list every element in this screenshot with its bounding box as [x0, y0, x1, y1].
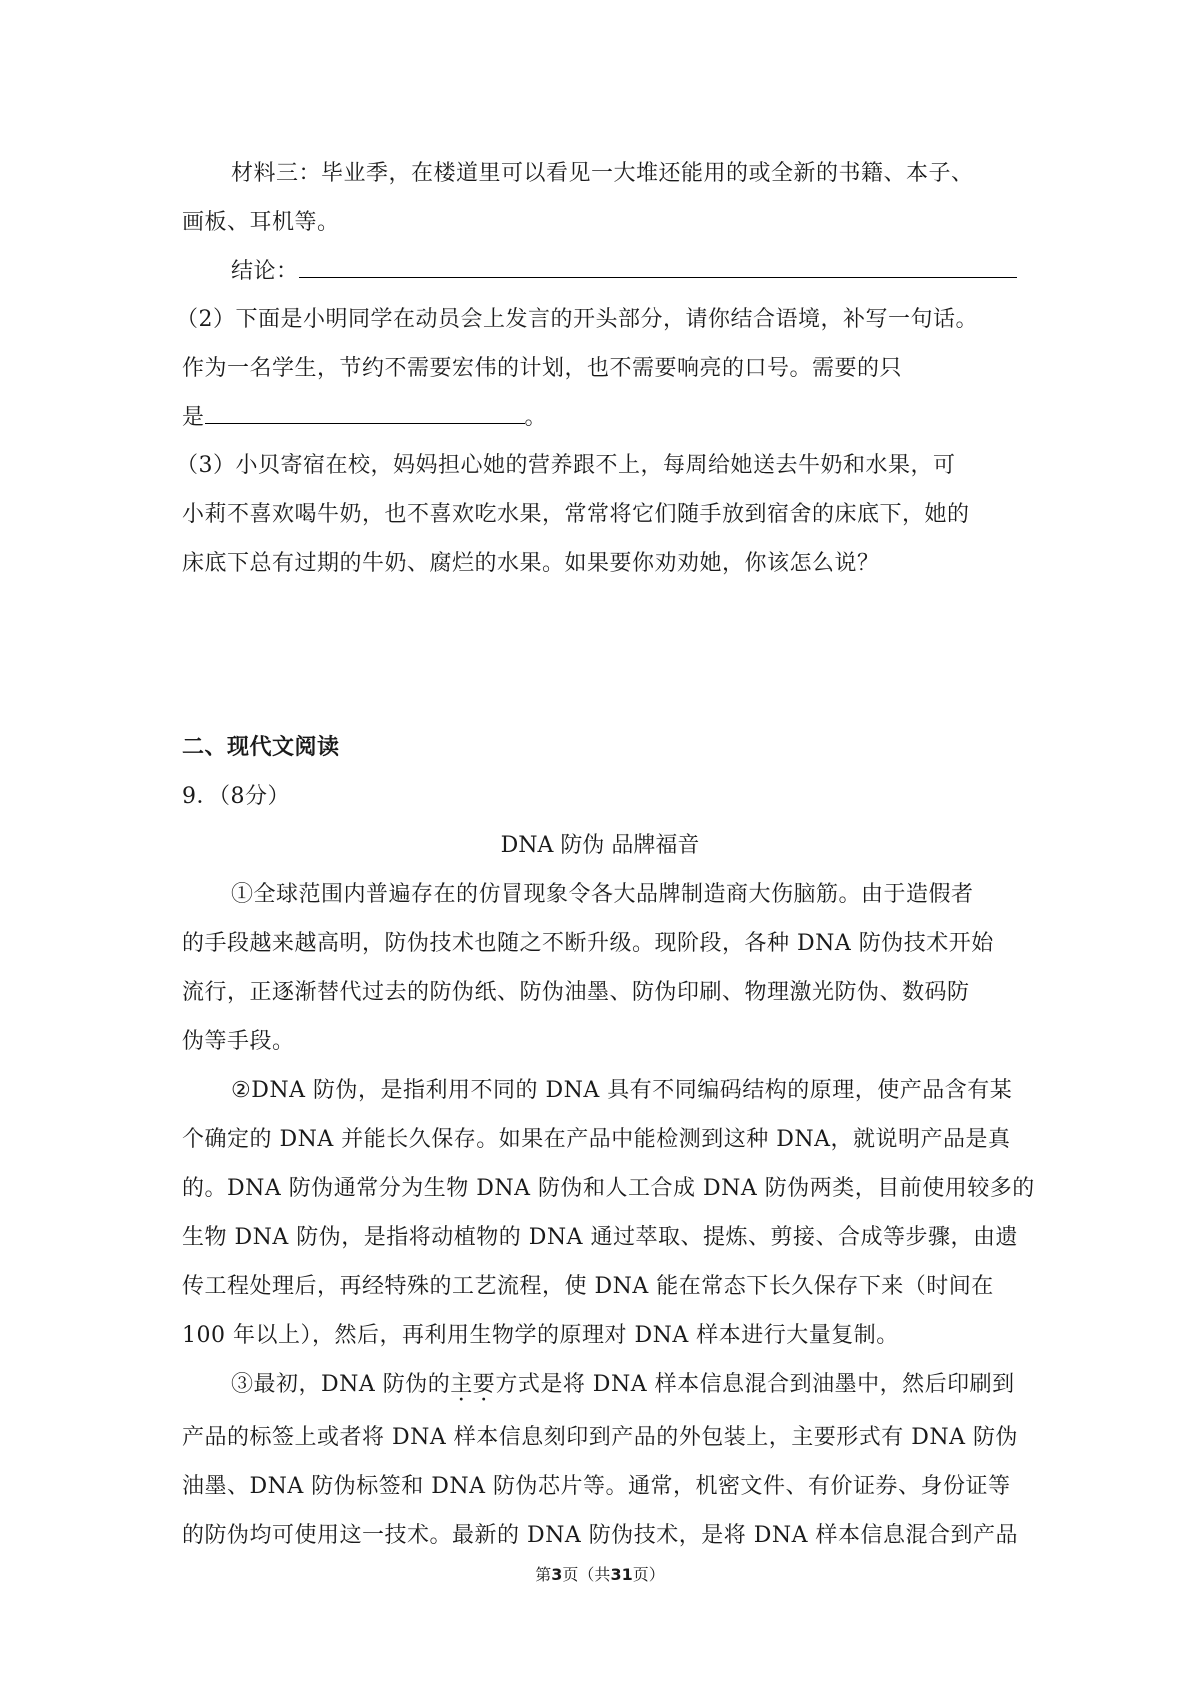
footer-page-number: 3	[551, 1565, 563, 1584]
paragraph3-line1	[231, 1367, 1015, 1398]
section-heading: 二、现代文阅读	[182, 735, 340, 760]
q3-line3: 床底下总有过期的牛奶、腐烂的水果。如果要你劝劝她，你该怎么说？	[182, 551, 880, 576]
q3-line1: （3）小贝寄宿在校，妈妈担心她的营养跟不上，每周给她送去牛奶和水果，可	[176, 453, 956, 478]
paragraph3-line3: 油墨、DNA 防伪标签和 DNA 防伪芯片等。通常，机密文件、有价证券、身份证等	[182, 1474, 1011, 1499]
paragraph1-line3: 流行，正逐渐替代过去的防伪纸、防伪油墨、防伪印刷、物理激光防伪、数码防	[182, 980, 970, 1005]
footer-total-pages: 31	[610, 1565, 633, 1584]
page-footer	[0, 1562, 1200, 1585]
conclusion-label: 结论：	[231, 259, 299, 284]
footer-suffix: 页）	[632, 1565, 665, 1584]
footer-middle: 页（共	[562, 1565, 611, 1584]
paragraph3-line4: 的防伪均可使用这一技术。最新的 DNA 防伪技术，是将 DNA 样本信息混合到产品	[182, 1523, 1019, 1548]
material3-line2: 画板、耳机等。	[182, 210, 340, 235]
q2-line3-suffix: 。	[524, 405, 548, 430]
paragraph2-line4: 生物 DNA 防伪，是指将动植物的 DNA 通过萃取、提炼、剪接、合成等步骤，由遗	[182, 1225, 1019, 1250]
q2-line3	[182, 400, 547, 431]
paragraph2-line5: 传工程处理后，再经特殊的工艺流程，使 DNA 能在常态下长久保存下来（时间在	[182, 1274, 994, 1299]
emphasized-char-1: 主	[450, 1372, 473, 1397]
q2-line2: 作为一名学生，节约不需要宏伟的计划，也不需要响亮的口号。需要的只	[182, 356, 903, 381]
q2-answer-blank[interactable]	[205, 401, 525, 424]
question-number: 9．（8分）	[182, 784, 290, 809]
conclusion-row	[231, 254, 1017, 285]
paragraph2-line2: 个确定的 DNA 并能长久保存。如果在产品中能检测到这种 DNA，就说明产品是真	[182, 1127, 1011, 1152]
paragraph3-line1-end: 方式是将 DNA 样本信息混合到油墨中，然后印刷到	[495, 1372, 1015, 1397]
paragraph1-line4: 伪等手段。	[182, 1029, 295, 1054]
paragraph3-line2: 产品的标签上或者将 DNA 样本信息刻印到产品的外包装上，主要形式有 DNA 防伪	[182, 1425, 1019, 1450]
paragraph2-line3: 的。DNA 防伪通常分为生物 DNA 防伪和人工合成 DNA 防伪两类，目前使用较多的	[182, 1176, 1035, 1201]
emphasized-char-2: 要	[472, 1372, 496, 1397]
paragraph3-line1-start: ③最初，DNA 防伪的	[231, 1372, 451, 1397]
material3-line1: 材料三：毕业季，在楼道里可以看见一大堆还能用的或全新的书籍、本子、	[231, 161, 974, 186]
paragraph1-line2: 的手段越来越高明，防伪技术也随之不断升级。现阶段，各种 DNA 防伪技术开始	[182, 931, 994, 956]
conclusion-answer-blank[interactable]	[299, 255, 1017, 278]
paragraph2-line1: ②DNA 防伪，是指利用不同的 DNA 具有不同编码结构的原理，使产品含有某	[231, 1078, 1013, 1103]
footer-prefix: 第	[535, 1565, 552, 1584]
q2-line1: （2）下面是小明同学在动员会上发言的开头部分，请你结合语境，补写一句话。	[176, 307, 978, 332]
q3-line2: 小莉不喜欢喝牛奶，也不喜欢吃水果，常常将它们随手放到宿舍的床底下，她的	[182, 502, 970, 527]
paragraph1-line1: ①全球范围内普遍存在的仿冒现象令各大品牌制造商大伤脑筋。由于造假者	[231, 882, 974, 907]
q2-line3-prefix: 是	[182, 405, 205, 430]
paragraph2-line6: 100 年以上），然后，再利用生物学的原理对 DNA 样本进行大量复制。	[182, 1323, 899, 1348]
article-title: DNA 防伪 品牌福音	[500, 833, 700, 858]
